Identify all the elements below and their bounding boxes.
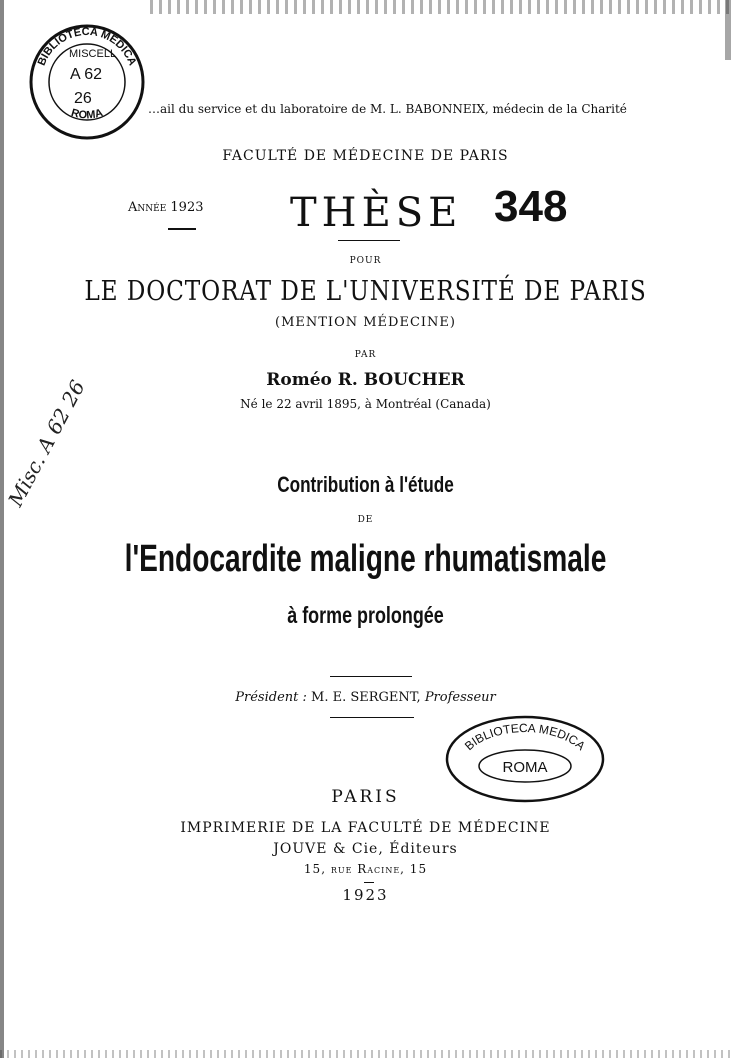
- divider-top: [330, 676, 412, 677]
- svg-text:ROMA: ROMA: [69, 106, 105, 122]
- author-birth: Né le 22 avril 1895, à Montréal (Canada): [240, 397, 491, 411]
- oval-stamp-text: BIBLIOTECA MEDICA: [461, 721, 589, 754]
- svg-text:BIBLIOTECA MEDICA: BIBLIOTECA MEDICA: [35, 25, 139, 68]
- thesis-title: THÈSE: [290, 190, 463, 236]
- stamp-label: MISCELL: [69, 48, 117, 60]
- stamp-shelf-mark: A 62: [70, 66, 103, 83]
- subject-line-3: à forme prolongée: [287, 602, 444, 628]
- publisher-city: PARIS: [331, 787, 400, 807]
- publication-year: 1923: [342, 886, 389, 904]
- author-name: Roméo R. BOUCHER: [266, 370, 465, 390]
- pour-label: POUR: [349, 256, 382, 266]
- scan-edge-top: [150, 0, 731, 14]
- small-rule: [364, 882, 374, 883]
- faculty-name: FACULTÉ DE MÉDECINE DE PARIS: [222, 148, 509, 164]
- stamp-number: 26: [74, 90, 92, 107]
- publisher-address: 15, rue Racine, 15: [303, 862, 428, 876]
- president-label: Président :: [235, 690, 307, 705]
- subject-line-1: Contribution à l'étude: [277, 472, 454, 497]
- library-round-stamp: [22, 20, 152, 140]
- president-name: M. E. SERGENT,: [311, 690, 421, 705]
- svg-text:BIBLIOTECA MEDICA: [462, 721, 588, 753]
- thesis-number: 348: [494, 182, 568, 231]
- year-label: Année 1923: [128, 200, 204, 215]
- president-title: Professeur: [424, 690, 496, 705]
- handwriting-text: Misc. A 62 26: [3, 376, 90, 511]
- year-dash: [168, 228, 196, 230]
- president-line: [0, 690, 731, 705]
- scan-edge-right: [725, 0, 731, 60]
- oval-stamp-city: ROMA: [502, 759, 548, 776]
- divider-bottom: [330, 717, 414, 718]
- publisher-editors: JOUVE & Cie, Éditeurs: [273, 841, 458, 857]
- publisher-printer: IMPRIMERIE DE LA FACULTÉ DE MÉDECINE: [180, 820, 551, 836]
- mention-label: (MENTION MÉDECINE): [275, 315, 456, 330]
- subject-main-title: l'Endocardite maligne rhumatismale: [124, 538, 607, 580]
- scan-edge-bottom: [0, 1050, 731, 1058]
- laboratory-line: …ail du service et du laboratoire de M. L. BABONNEIX, médecin de la Charité: [148, 102, 627, 116]
- thesis-rule: [338, 240, 400, 241]
- doctorate-title: LE DOCTORAT DE L'UNIVERSITÉ DE PARIS: [84, 276, 647, 307]
- subject-de: DE: [357, 515, 374, 525]
- par-label: PAR: [354, 350, 377, 360]
